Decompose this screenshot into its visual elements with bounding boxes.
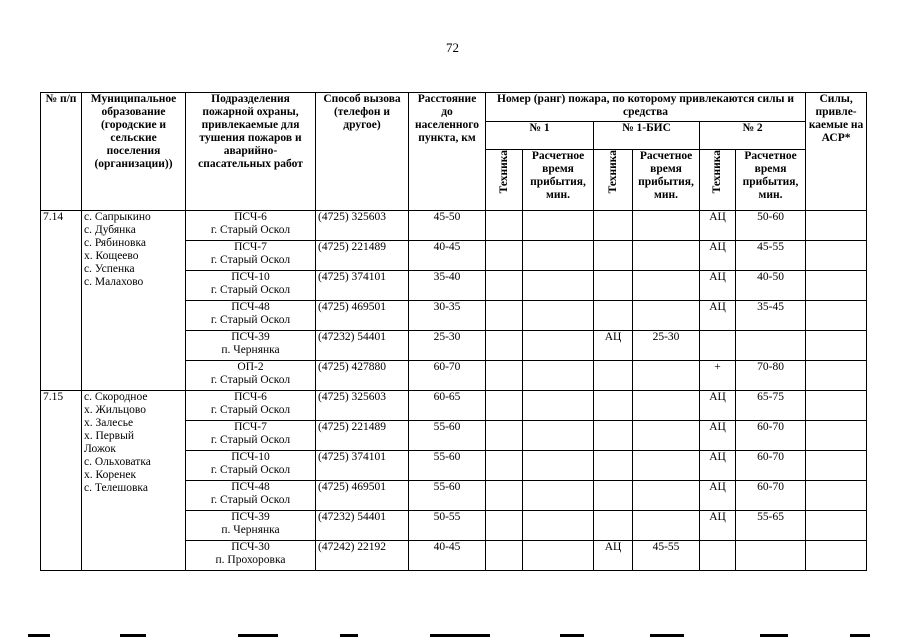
unit-location: п. Чернянка <box>221 524 280 536</box>
eta-rank1bis-cell <box>633 451 700 481</box>
eta-rank1bis-cell <box>633 481 700 511</box>
table-row <box>41 391 867 421</box>
unit-location: г. Старый Оскол <box>210 464 291 476</box>
group-number: 7.15 <box>41 391 82 571</box>
tech-rank1bis-cell <box>594 451 633 481</box>
header-eta-1bis: Расчетное время прибытия, мин. <box>633 150 700 211</box>
phone-cell: (4725) 469501 <box>316 481 409 511</box>
page-number: 72 <box>446 40 459 55</box>
unit-location: г. Старый Оскол <box>210 494 291 506</box>
unit-cell <box>186 241 316 271</box>
distance-cell: 55-60 <box>409 421 486 451</box>
phone-cell: (4725) 374101 <box>316 451 409 481</box>
unit-name: ПСЧ-10 <box>231 451 270 463</box>
settlement-name: с. Дубянка <box>84 224 136 236</box>
scan-edge-marks <box>0 626 905 640</box>
settlements-cell <box>82 391 186 571</box>
tech-rank2-cell <box>700 331 736 361</box>
tech-rank1-cell <box>486 481 523 511</box>
eta-rank2-cell <box>736 331 806 361</box>
tech-rank1bis-cell: АЦ <box>594 331 633 361</box>
unit-cell <box>186 391 316 421</box>
unit-cell <box>186 541 316 571</box>
eta-rank2-cell: 60-70 <box>736 481 806 511</box>
tech-rank2-cell: АЦ <box>700 481 736 511</box>
tech-rank2-cell: АЦ <box>700 451 736 481</box>
tech-rank1-cell <box>486 361 523 391</box>
unit-cell <box>186 421 316 451</box>
eta-rank2-cell: 65-75 <box>736 391 806 421</box>
tech-rank2-cell: АЦ <box>700 241 736 271</box>
distance-cell: 55-60 <box>409 451 486 481</box>
asr-cell <box>806 481 867 511</box>
header-rank1bis: № 1-БИС <box>594 122 700 150</box>
phone-cell: (4725) 374101 <box>316 271 409 301</box>
tech-rank1bis-cell <box>594 391 633 421</box>
unit-cell <box>186 211 316 241</box>
unit-location: г. Старый Оскол <box>210 434 291 446</box>
eta-rank1-cell <box>523 271 594 301</box>
eta-rank1bis-cell <box>633 391 700 421</box>
group-number: 7.14 <box>41 211 82 391</box>
phone-cell: (4725) 221489 <box>316 241 409 271</box>
phone-cell: (4725) 221489 <box>316 421 409 451</box>
unit-cell <box>186 301 316 331</box>
eta-rank2-cell: 45-55 <box>736 241 806 271</box>
tech-rank1bis-cell <box>594 271 633 301</box>
tech-rank1-cell <box>486 211 523 241</box>
eta-rank2-cell: 55-65 <box>736 511 806 541</box>
tech-rank1-cell <box>486 391 523 421</box>
phone-cell: (4725) 325603 <box>316 391 409 421</box>
fire-forces-table <box>40 92 867 571</box>
settlement-name: х. Первый <box>84 430 134 442</box>
header-tech-1bis: Техника <box>606 150 619 194</box>
eta-rank1-cell <box>523 481 594 511</box>
tech-rank1-cell <box>486 241 523 271</box>
eta-rank1-cell <box>523 451 594 481</box>
tech-rank2-cell <box>700 541 736 571</box>
asr-cell <box>806 301 867 331</box>
header-rank-group: Номер (ранг) пожара, по которому привлекаются силы и средства <box>486 93 806 122</box>
settlement-name: с. Рябиновка <box>84 237 146 249</box>
phone-cell: (4725) 427880 <box>316 361 409 391</box>
asr-cell <box>806 511 867 541</box>
eta-rank1-cell <box>523 541 594 571</box>
tech-rank1bis-cell <box>594 511 633 541</box>
eta-rank2-cell: 40-50 <box>736 271 806 301</box>
tech-rank1-cell <box>486 421 523 451</box>
settlement-name: с. Малахово <box>84 276 144 288</box>
settlement-name: х. Коренек <box>84 469 137 481</box>
settlement-name: с. Успенка <box>84 263 135 275</box>
distance-cell: 45-50 <box>409 211 486 241</box>
asr-cell <box>806 241 867 271</box>
tech-rank1bis-cell <box>594 421 633 451</box>
unit-cell <box>186 511 316 541</box>
tech-rank1bis-cell: АЦ <box>594 541 633 571</box>
distance-cell: 55-60 <box>409 481 486 511</box>
settlement-name: Ложок <box>84 443 116 455</box>
settlement-name: с. Телешовка <box>84 482 148 494</box>
tech-rank2-cell: АЦ <box>700 211 736 241</box>
unit-name: ПСЧ-30 <box>231 541 270 553</box>
tech-rank1-cell <box>486 511 523 541</box>
settlement-name: х. Кощеево <box>84 250 139 262</box>
unit-location: г. Старый Оскол <box>210 314 291 326</box>
unit-name: ПСЧ-7 <box>234 241 267 253</box>
unit-cell <box>186 361 316 391</box>
distance-cell: 40-45 <box>409 241 486 271</box>
eta-rank1-cell <box>523 211 594 241</box>
tech-rank2-cell: АЦ <box>700 421 736 451</box>
phone-cell: (47242) 22192 <box>316 541 409 571</box>
distance-cell: 25-30 <box>409 331 486 361</box>
distance-cell: 60-65 <box>409 391 486 421</box>
eta-rank1-cell <box>523 421 594 451</box>
unit-name: ПСЧ-39 <box>231 331 270 343</box>
header-municipality: Муниципальное образование (городские и сельские поселения (организации)) <box>82 93 186 211</box>
eta-rank1-cell <box>523 241 594 271</box>
asr-cell <box>806 331 867 361</box>
header-num: № п/п <box>41 93 82 211</box>
distance-cell: 60-70 <box>409 361 486 391</box>
eta-rank2-cell: 35-45 <box>736 301 806 331</box>
distance-cell: 40-45 <box>409 541 486 571</box>
eta-rank2-cell: 70-80 <box>736 361 806 391</box>
tech-rank2-cell: АЦ <box>700 511 736 541</box>
eta-rank1-cell <box>523 511 594 541</box>
settlement-name: с. Сапрыкино <box>84 211 151 223</box>
table-header <box>41 93 867 211</box>
unit-cell <box>186 481 316 511</box>
asr-cell <box>806 211 867 241</box>
asr-cell <box>806 541 867 571</box>
distance-cell: 50-55 <box>409 511 486 541</box>
eta-rank1-cell <box>523 301 594 331</box>
eta-rank1bis-cell <box>633 361 700 391</box>
header-rank2: № 2 <box>700 122 806 150</box>
phone-cell: (47232) 54401 <box>316 511 409 541</box>
settlement-name: х. Залесье <box>84 417 134 429</box>
unit-name: ПСЧ-10 <box>231 271 270 283</box>
header-asr: Силы, привле-каемые на АСР* <box>806 93 867 211</box>
unit-name: ПСЧ-39 <box>231 511 270 523</box>
phone-cell: (4725) 325603 <box>316 211 409 241</box>
eta-rank1bis-cell <box>633 211 700 241</box>
tech-rank2-cell: АЦ <box>700 391 736 421</box>
asr-cell <box>806 451 867 481</box>
header-tech-1: Техника <box>497 150 510 194</box>
unit-location: г. Старый Оскол <box>210 284 291 296</box>
eta-rank2-cell <box>736 541 806 571</box>
unit-name: ПСЧ-7 <box>234 421 267 433</box>
header-distance: Расстояние до населенного пункта, км <box>409 93 486 211</box>
eta-rank2-cell: 50-60 <box>736 211 806 241</box>
header-units: Подразделения пожарной охраны, привлекаемые для тушения пожаров и аварийно-спасательных работ <box>186 93 316 211</box>
eta-rank1-cell <box>523 361 594 391</box>
eta-rank1bis-cell <box>633 301 700 331</box>
unit-name: ПСЧ-6 <box>234 211 267 223</box>
unit-cell <box>186 271 316 301</box>
settlements-cell <box>82 211 186 391</box>
tech-rank1bis-cell <box>594 481 633 511</box>
tech-rank1bis-cell <box>594 211 633 241</box>
asr-cell <box>806 271 867 301</box>
eta-rank2-cell: 60-70 <box>736 421 806 451</box>
settlement-name: х. Жильцово <box>84 404 146 416</box>
distance-cell: 30-35 <box>409 301 486 331</box>
settlement-name: с. Скородное <box>84 391 148 403</box>
distance-cell: 35-40 <box>409 271 486 301</box>
eta-rank2-cell: 60-70 <box>736 451 806 481</box>
eta-rank1-cell <box>523 331 594 361</box>
phone-cell: (47232) 54401 <box>316 331 409 361</box>
unit-cell <box>186 451 316 481</box>
asr-cell <box>806 391 867 421</box>
tech-rank1-cell <box>486 271 523 301</box>
tech-rank1-cell <box>486 301 523 331</box>
eta-rank1bis-cell <box>633 241 700 271</box>
unit-location: г. Старый Оскол <box>210 254 291 266</box>
phone-cell: (4725) 469501 <box>316 301 409 331</box>
unit-name: ПСЧ-48 <box>231 481 270 493</box>
tech-rank2-cell: АЦ <box>700 301 736 331</box>
tech-rank2-cell: + <box>700 361 736 391</box>
unit-location: п. Прохоровка <box>215 554 286 566</box>
unit-name: ПСЧ-6 <box>234 391 267 403</box>
unit-location: г. Старый Оскол <box>210 374 291 386</box>
unit-name: ПСЧ-48 <box>231 301 270 313</box>
asr-cell <box>806 361 867 391</box>
tech-rank1bis-cell <box>594 241 633 271</box>
unit-name: ОП-2 <box>237 361 264 373</box>
eta-rank1bis-cell <box>633 271 700 301</box>
eta-rank1bis-cell: 45-55 <box>633 541 700 571</box>
table-body <box>41 211 867 571</box>
unit-cell <box>186 331 316 361</box>
header-call-method: Способ вызова (телефон и другое) <box>316 93 409 211</box>
tech-rank1bis-cell <box>594 301 633 331</box>
unit-location: п. Чернянка <box>221 344 280 356</box>
header-eta-2: Расчетное время прибытия, мин. <box>736 150 806 211</box>
tech-rank1bis-cell <box>594 361 633 391</box>
eta-rank1bis-cell: 25-30 <box>633 331 700 361</box>
header-tech-2: Техника <box>711 150 723 194</box>
unit-location: г. Старый Оскол <box>210 404 291 416</box>
table-row <box>41 211 867 241</box>
header-eta-1: Расчетное время прибытия, мин. <box>523 150 594 211</box>
asr-cell <box>806 421 867 451</box>
header-rank1: № 1 <box>486 122 594 150</box>
tech-rank1-cell <box>486 331 523 361</box>
tech-rank1-cell <box>486 451 523 481</box>
tech-rank2-cell: АЦ <box>700 271 736 301</box>
eta-rank1bis-cell <box>633 511 700 541</box>
eta-rank1bis-cell <box>633 421 700 451</box>
tech-rank1-cell <box>486 541 523 571</box>
eta-rank1-cell <box>523 391 594 421</box>
unit-location: г. Старый Оскол <box>210 224 291 236</box>
settlement-name: с. Ольховатка <box>84 456 151 468</box>
